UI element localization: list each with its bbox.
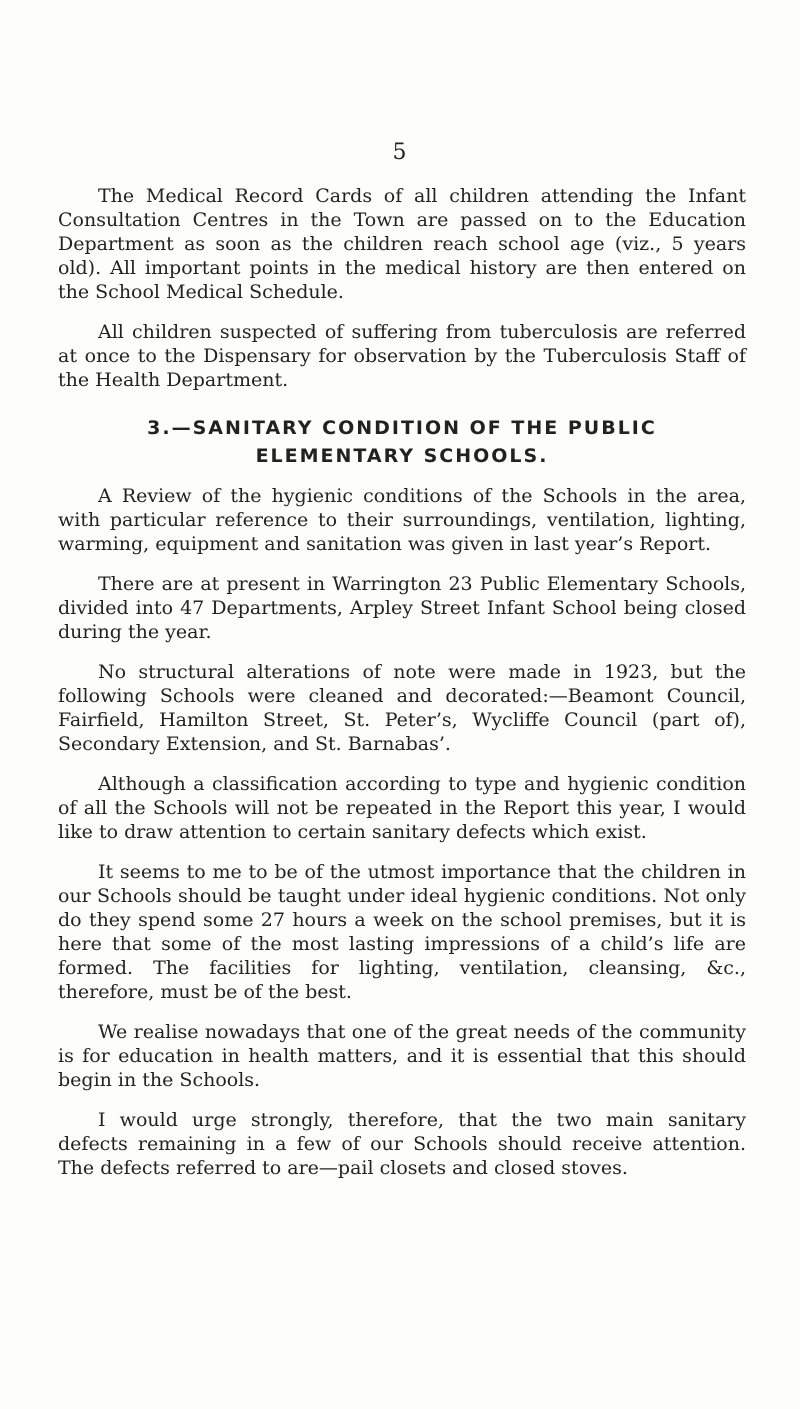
- paragraph-structural-alterations: No structural alterations of note were made in 1923, but the following Schools were cleaned and decorated:—Beamont Council, Fairfield, Hamilton Street, St. Peter’s, Wycliffe Council (part of), Secondary Extension, and St. Barnabas’.: [58, 661, 746, 755]
- paragraph-classification: Although a classification according to type and hygienic condition of all the Schools will not be repeated in the Report this year, I would like to draw attention to certain sanitary defects which exist.: [58, 773, 746, 843]
- paragraph-tuberculosis-referral: All children suspected of suffering from tuberculosis are referred at once to the Dispensary for observation by the Tuberculosis Staff of the Health Department.: [58, 321, 746, 391]
- paragraph-health-education: We realise nowadays that one of the great needs of the community is for education in health matters, and it is essential that this should begin in the Schools.: [58, 1021, 746, 1091]
- body-text: [58, 184, 746, 1196]
- paragraph-sanitary-defects: I would urge strongly, therefore, that the two main sanitary defects remaining in a few of our Schools should receive attention. The defects referred to are—pail closets and closed stoves.: [58, 1109, 746, 1179]
- paragraph-medical-record-cards: The Medical Record Cards of all children attending the Infant Consultation Centres in the Town are passed on to the Education Department as soon as the children reach school age (viz., 5 years old). All important points in the medical history are then entered on the School Medical Schedule.: [58, 185, 746, 303]
- paragraph-hygienic-conditions: It seems to me to be of the utmost importance that the children in our Schools should be taught under ideal hygienic conditions. Not only do they spend some 27 hours a week on the school premises, but it is here that some of the most lasting impressions of a child’s life are formed. The facilities for lighting, ventilation, cleansing, &c., therefore, must be of the best.: [58, 861, 746, 1003]
- paragraph-review: A Review of the hygienic conditions of the Schools in the area, with particular reference to their surroundings, ventilation, lighting, warming, equipment and sanitation was given in last year’s Report.: [58, 485, 746, 555]
- section-heading: [58, 414, 746, 470]
- section-heading-line-2: ELEMENTARY SCHOOLS.: [255, 445, 549, 467]
- page-number: 5: [392, 140, 408, 165]
- paragraph-school-count: There are at present in Warrington 23 Public Elementary Schools, divided into 47 Departments, Arpley Street Infant School being closed during the year.: [58, 573, 746, 643]
- section-heading-line-1: 3.—SANITARY CONDITION OF THE PUBLIC: [147, 417, 657, 439]
